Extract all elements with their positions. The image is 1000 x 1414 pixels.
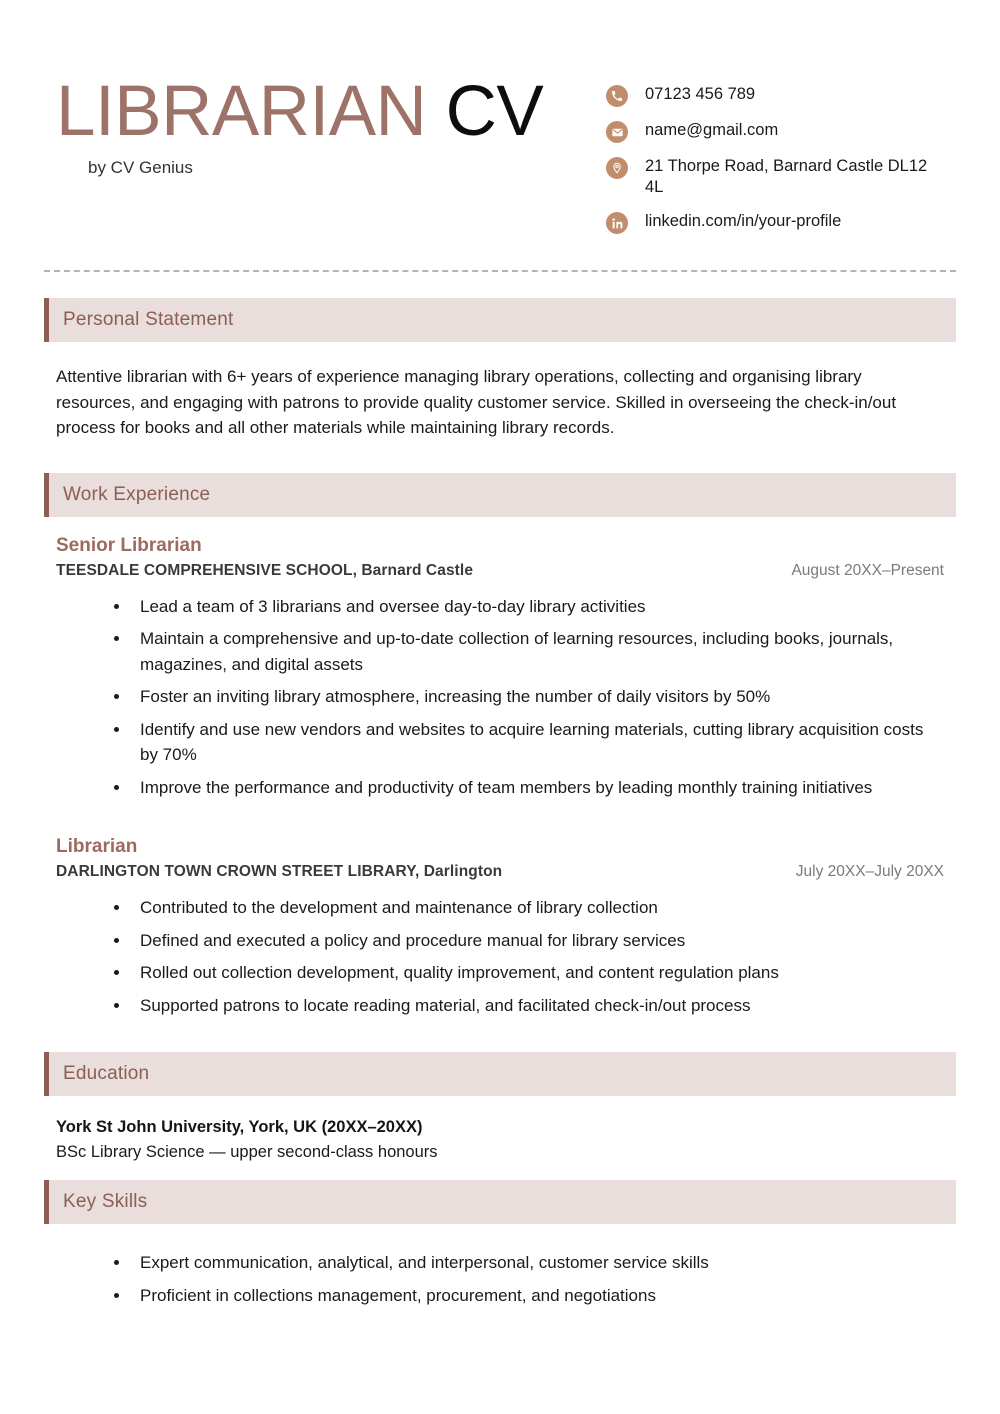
list-item: Proficient in collections management, procurement, and negotiations: [114, 1283, 944, 1309]
job-header-left: [56, 533, 791, 582]
job-header-left: [56, 834, 796, 883]
linkedin-icon: [606, 212, 628, 234]
work-experience-entry: [56, 818, 944, 1018]
job-header: [56, 533, 944, 582]
job-company: TEESDALE COMPREHENSIVE SCHOOL, Barnard Castle: [56, 561, 474, 579]
list-item: Foster an inviting library atmosphere, increasing the number of daily visitors by 50%: [114, 684, 944, 710]
job-title: Senior Librarian: [56, 534, 202, 556]
page-title: [56, 74, 606, 150]
personal-statement-text: Attentive librarian with 6+ years of experience managing library operations, collecting and organising library resources, and engaging with patrons to provide quality customer service. Skilled in overseeing the check-in/out process for books and all other materials while maintaining library records.: [56, 367, 897, 437]
list-item: Lead a team of 3 librarians and oversee day-to-day library activities: [114, 594, 944, 620]
contact-item-phone: [606, 84, 956, 107]
page-title-doc-type: CV: [445, 72, 544, 151]
job-dates: July 20XX–July 20XX: [795, 863, 944, 880]
job-bullet-list: [56, 895, 944, 1018]
contact-item-address: [606, 156, 956, 198]
list-item: Rolled out collection development, quality improvement, and content regulation plans: [114, 960, 944, 986]
section-title-personal-statement: Personal Statement: [63, 309, 234, 330]
list-item: Defined and executed a policy and procedure manual for library services: [114, 928, 944, 954]
section-title-key-skills: Key Skills: [63, 1191, 148, 1212]
contact-value-linkedin[interactable]: linkedin.com/in/your-profile: [645, 212, 842, 230]
header-title-block: [44, 62, 606, 178]
section-body-personal-statement: [44, 342, 956, 447]
list-item: Supported patrons to locate reading material, and facilitated check-in/out process: [114, 993, 944, 1019]
contact-value-email[interactable]: name@gmail.com: [645, 121, 779, 139]
contact-value-phone[interactable]: 07123 456 789: [645, 85, 756, 103]
section-title-work-experience: Work Experience: [63, 483, 211, 505]
job-title: Librarian: [56, 836, 138, 857]
section-body-work-experience: [44, 517, 956, 1019]
education-degree: BSc Library Science — upper second-class honours: [56, 1143, 438, 1161]
contact-value-address[interactable]: 21 Thorpe Road, Barnard Castle DL12 4L: [645, 157, 928, 196]
section-body-education: [44, 1096, 956, 1170]
page-title-role: LIBRARIAN: [56, 72, 427, 151]
list-item: Expert communication, analytical, and interpersonal, customer service skills: [114, 1250, 944, 1276]
cv-header: [0, 0, 1000, 234]
job-company: DARLINGTON TOWN CROWN STREET LIBRARY, Darlington: [56, 863, 503, 880]
location-icon: [606, 157, 628, 179]
job-bullet-list: [56, 594, 944, 801]
list-item: Identify and use new vendors and websites to acquire learning materials, cutting library acquisition costs by 70%: [114, 717, 944, 768]
section-body-key-skills: [44, 1250, 956, 1308]
section-header-work-experience: [44, 473, 956, 517]
byline: by CV Genius: [88, 158, 193, 177]
education-school: York St John University, York, UK (20XX–20XX): [56, 1118, 423, 1136]
phone-icon: [606, 85, 628, 107]
contact-item-email: [606, 120, 956, 143]
section-header-key-skills: [44, 1180, 956, 1224]
list-item: Improve the performance and productivity of team members by leading monthly training initiatives: [114, 775, 944, 801]
section-header-personal-statement: [44, 298, 956, 342]
section-header-education: [44, 1052, 956, 1096]
list-item: Contributed to the development and maintenance of library collection: [114, 895, 944, 921]
education-entry: [56, 1096, 944, 1170]
work-experience-entry: [56, 517, 944, 801]
email-icon: [606, 121, 628, 143]
list-item: Maintain a comprehensive and up-to-date collection of learning resources, including books, journals, magazines, and digital assets: [114, 626, 944, 677]
job-header: [56, 834, 944, 883]
section-title-education: Education: [63, 1063, 150, 1084]
key-skills-list: [56, 1250, 944, 1308]
contact-item-linkedin: [606, 211, 956, 234]
job-dates: August 20XX–Present: [791, 561, 944, 579]
contact-list: [606, 62, 956, 234]
